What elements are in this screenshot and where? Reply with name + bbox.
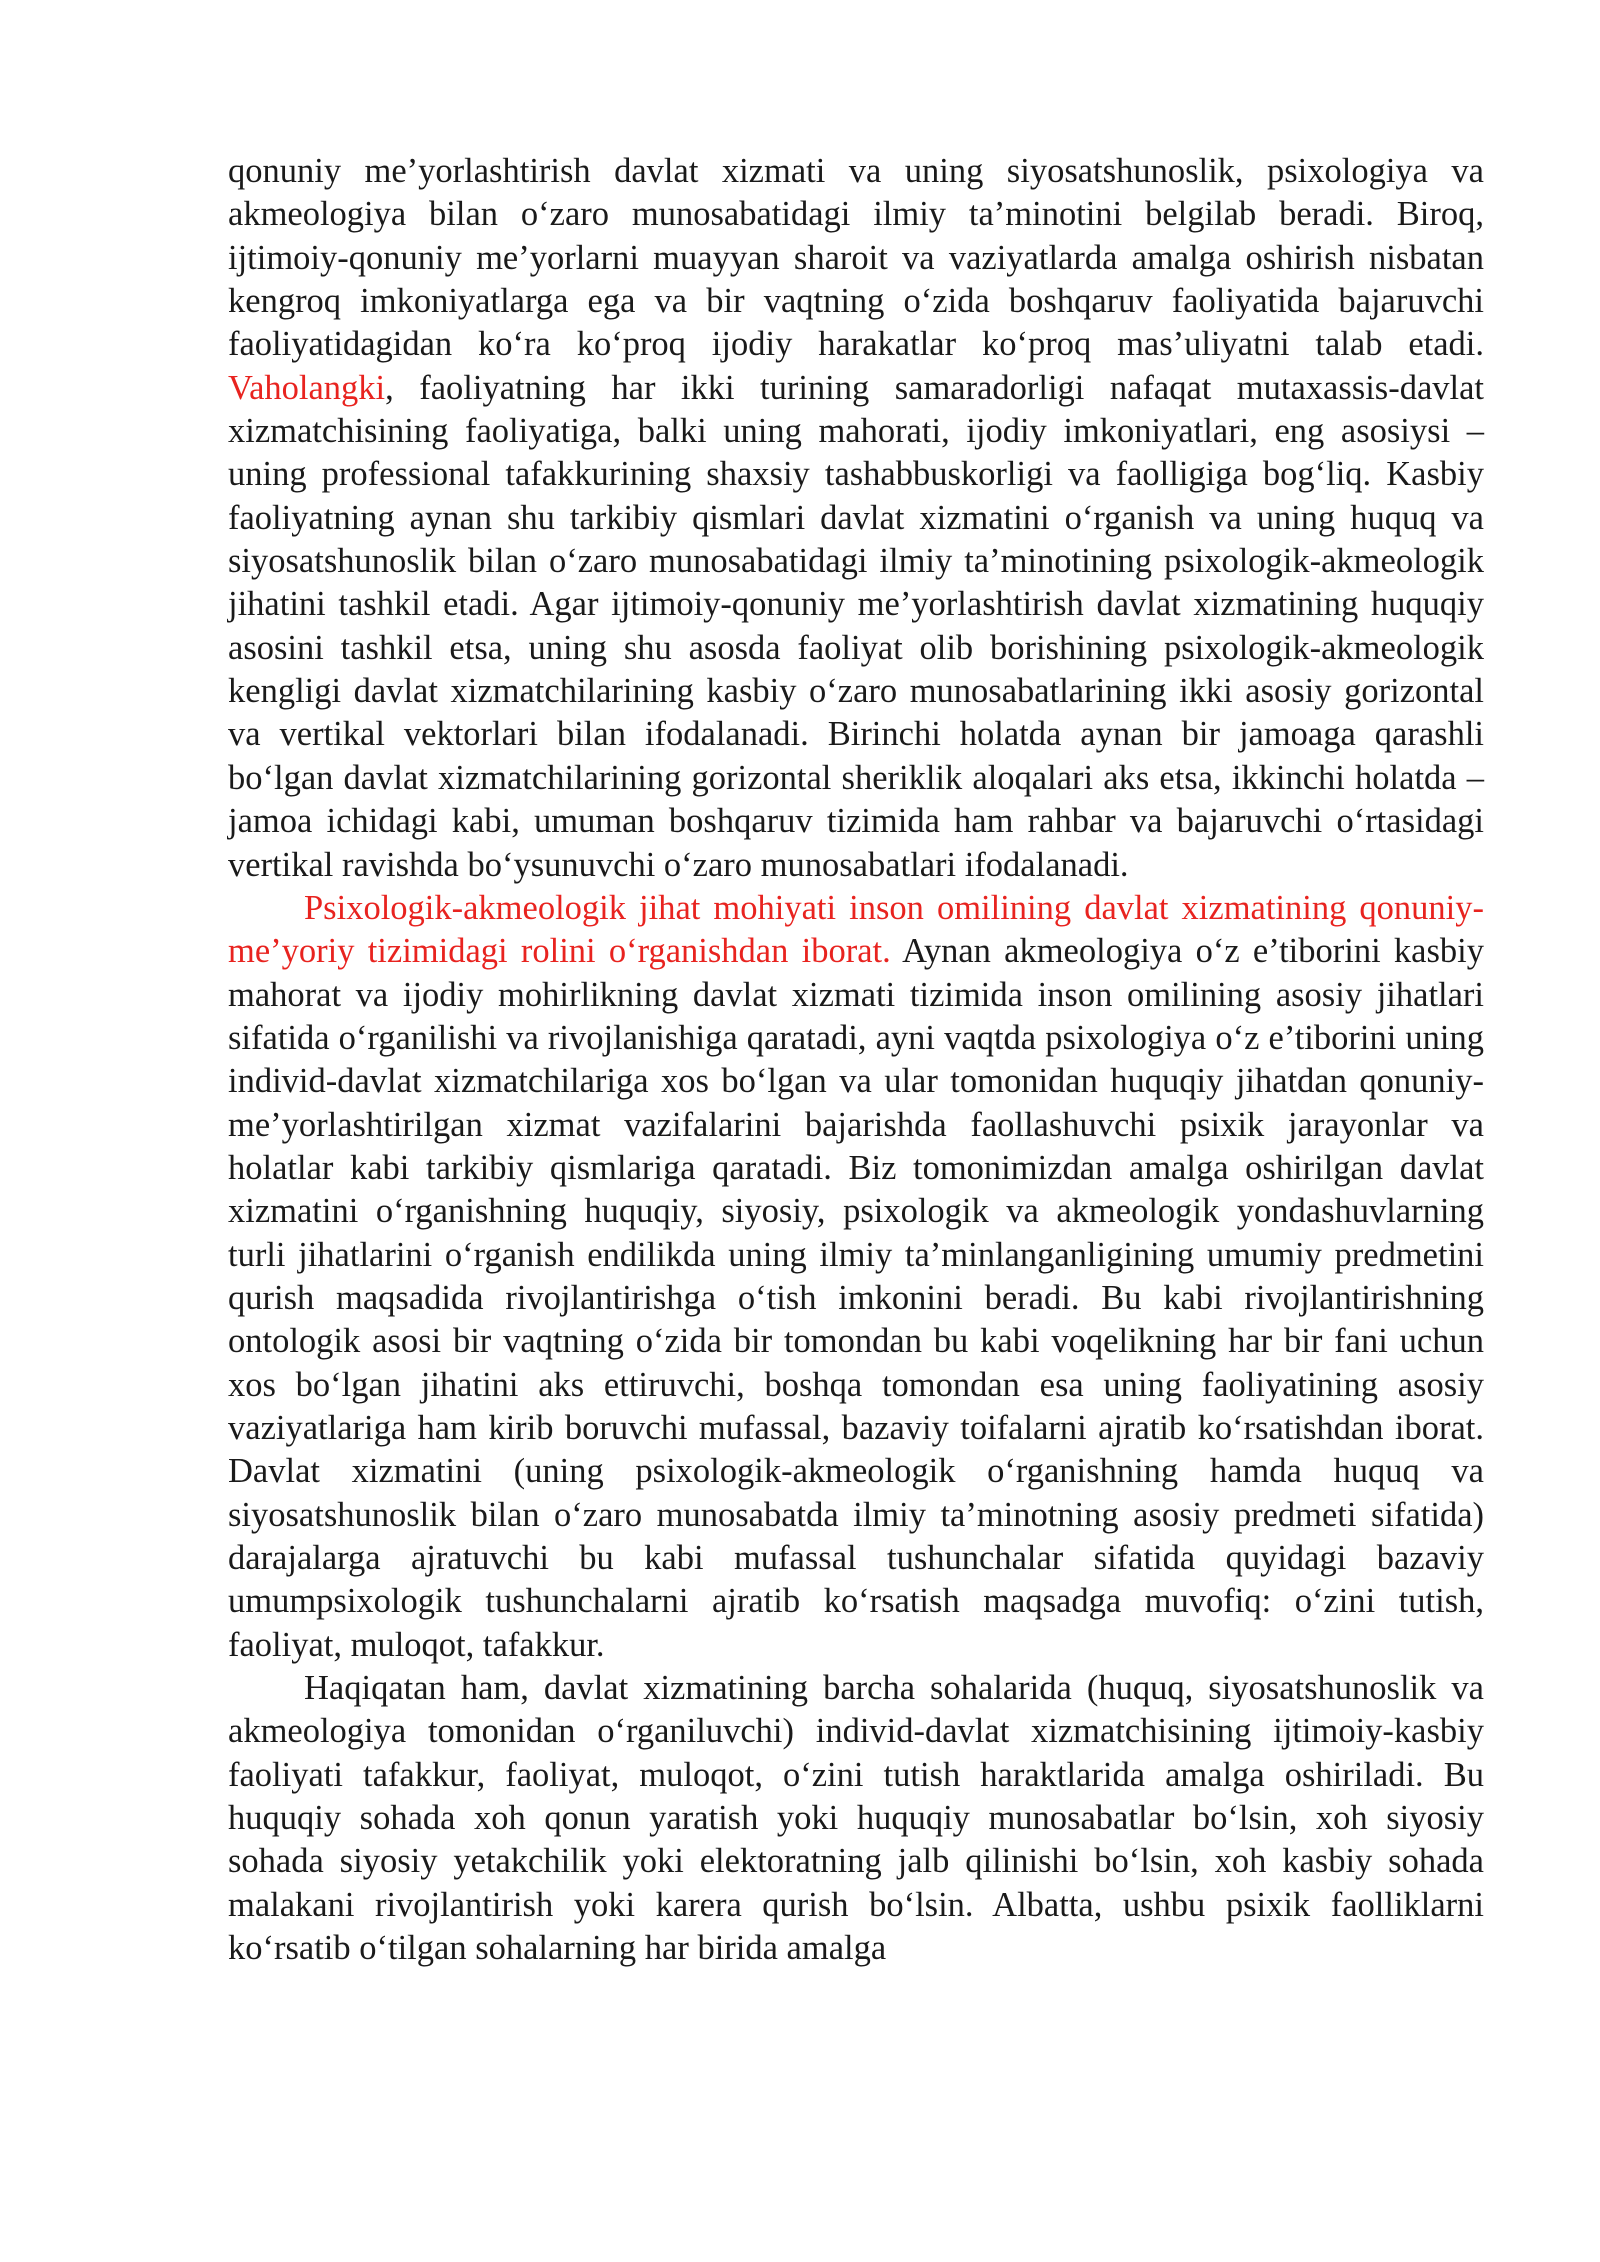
paragraph-1-text-a: qonuniy me’yorlashtirish davlat xizmati va uning siyosatshunoslik, psixologiya va akmeologiya bilan o‘zaro munosabatidagi ilmiy ta’minotini belgilab beradi. Biroq, ijtimoiy-qonuniy me’yorlarni muayyan sharoit va vaziyatlarda amalga oshirish nisbatan kengroq imkoniyatlarga ega va bir vaqtning o‘zida boshqaruv faoliyatida bajaruvchi faoliyatidagidan ko‘ra ko‘proq ijodiy harakatlar ko‘proq mas’uliyatni talab etadi. bbox=[228, 152, 1484, 364]
paragraph-1-text-b: , faoliyatning har ikki turining samaradorligi nafaqat mutaxassis-davlat xizmatchisining faoliyatiga, balki uning mahorati, ijodiy imkoniyatlari, eng asosiysi – uning professional tafakkurining shaxsiy tashabbuskorligi va faolligiga bog‘liq. Kasbiy faoliyatning aynan shu tarkibiy qismlari davlat xizmatini o‘rganish va uning huquq va siyosatshunoslik bilan o‘zaro munosabatidagi ilmiy ta’minotining psixologik-akmeologik jihatini tashkil etadi. Agar ijtimoiy-qonuniy me’yorlashtirish davlat xizmatining huquqiy asosini tashkil etsa, uning shu asosda faoliyat olib borishining psixologik-akmeologik kengligi davlat xizmatchilarining kasbiy o‘zaro munosabatlarining ikki asosiy gorizontal va vertikal vektorlari bilan ifodalanadi. Birinchi holatda aynan bir jamoaga qarashli bo‘lgan davlat xizmatchilarining gorizontal sheriklik aloqalari aks etsa, ikkinchi holatda – jamoa ichidagi kabi, umuman boshqaruv tizimida ham rahbar va bajaruvchi o‘rtasidagi vertikal ravishda bo‘ysunuvchi o‘zaro munosabatlari ifodalanadi. bbox=[228, 368, 1484, 884]
paragraph-1 bbox=[228, 150, 1484, 887]
highlighted-sentence: Psixologik-akmeologik jihat mohiyati inson omilining davlat xizmatining qonuniy-me’yoriy tizimidagi rolini o‘rganishdan iborat. bbox=[228, 888, 1484, 971]
paragraph-2 bbox=[228, 887, 1484, 1667]
document-body bbox=[228, 150, 1484, 1970]
highlighted-word-vaholangki: Vaholangki bbox=[228, 368, 386, 407]
paragraph-3-text: Haqiqatan ham, davlat xizmatining barcha sohalarida (huquq, siyosatshunoslik va akmeologiya tomonidan o‘rganiluvchi) individ-davlat xizmatchisining ijtimoiy-kasbiy faoliyati tafakkur, faoliyat, muloqot, o‘zini tutish haraktlarida amalga oshiriladi. Bu huquqiy sohada xoh qonun yaratish yoki huquqiy munosabatlar bo‘lsin, xoh siyosiy sohada siyosiy yetakchilik yoki elektoratning jalb qilinishi bo‘lsin, xoh kasbiy sohada malakani rivojlantirish yoki karera qurish bo‘lsin. Albatta, ushbu psixik faolliklarni ko‘rsatib o‘tilgan sohalarning har birida amalga bbox=[228, 1669, 1484, 1968]
paragraph-3 bbox=[228, 1667, 1484, 1970]
paragraph-2-text: Aynan akmeologiya o‘z e’tiborini kasbiy mahorat va ijodiy mohirlikning davlat xizmati tizimida inson omilining asosiy jihatlari sifatida o‘rganilishi va rivojlanishiga qaratadi, ayni vaqtda psixologiya o‘z e’tiborini uning individ-davlat xizmatchilariga xos bo‘lgan va ular tomonidan huquqiy jihatdan qonuniy-me’yorlashtirilgan xizmat vazifalarini bajarishda faollashuvchi psixik jarayonlar va holatlar kabi tarkibiy qismlariga qaratadi. Biz tomonimizdan amalga oshirilgan davlat xizmatini o‘rganishning huquqiy, siyosiy, psixologik va akmeologik yondashuvlarning turli jihatlarini o‘rganish endilikda uning ilmiy ta’minlanganligining umumiy predmetini qurish maqsadida rivojlantirishga o‘tish imkonini beradi. Bu kabi rivojlantirishning ontologik asosi bir vaqtning o‘zida bir tomondan bu kabi voqelikning har bir fani uchun xos bo‘lgan jihatini aks ettiruvchi, boshqa tomondan esa uning faoliyatining asosiy vaziyatlariga ham kirib boruvchi mufassal, bazaviy toifalarni ajratib ko‘rsatishdan iborat. Davlat xizmatini (uning psixologik-akmeologik o‘rganishning hamda huquq va siyosatshunoslik bilan o‘zaro munosabatda ilmiy ta’minotning asosiy predmeti sifatida) darajalarga ajratuvchi bu kabi mufassal tushunchalar sifatida quyidagi bazaviy umumpsixologik tushunchalarni ajratib ko‘rsatish maqsadga muvofiq: o‘zini tutish, faoliyat, muloqot, tafakkur. bbox=[228, 932, 1484, 1664]
